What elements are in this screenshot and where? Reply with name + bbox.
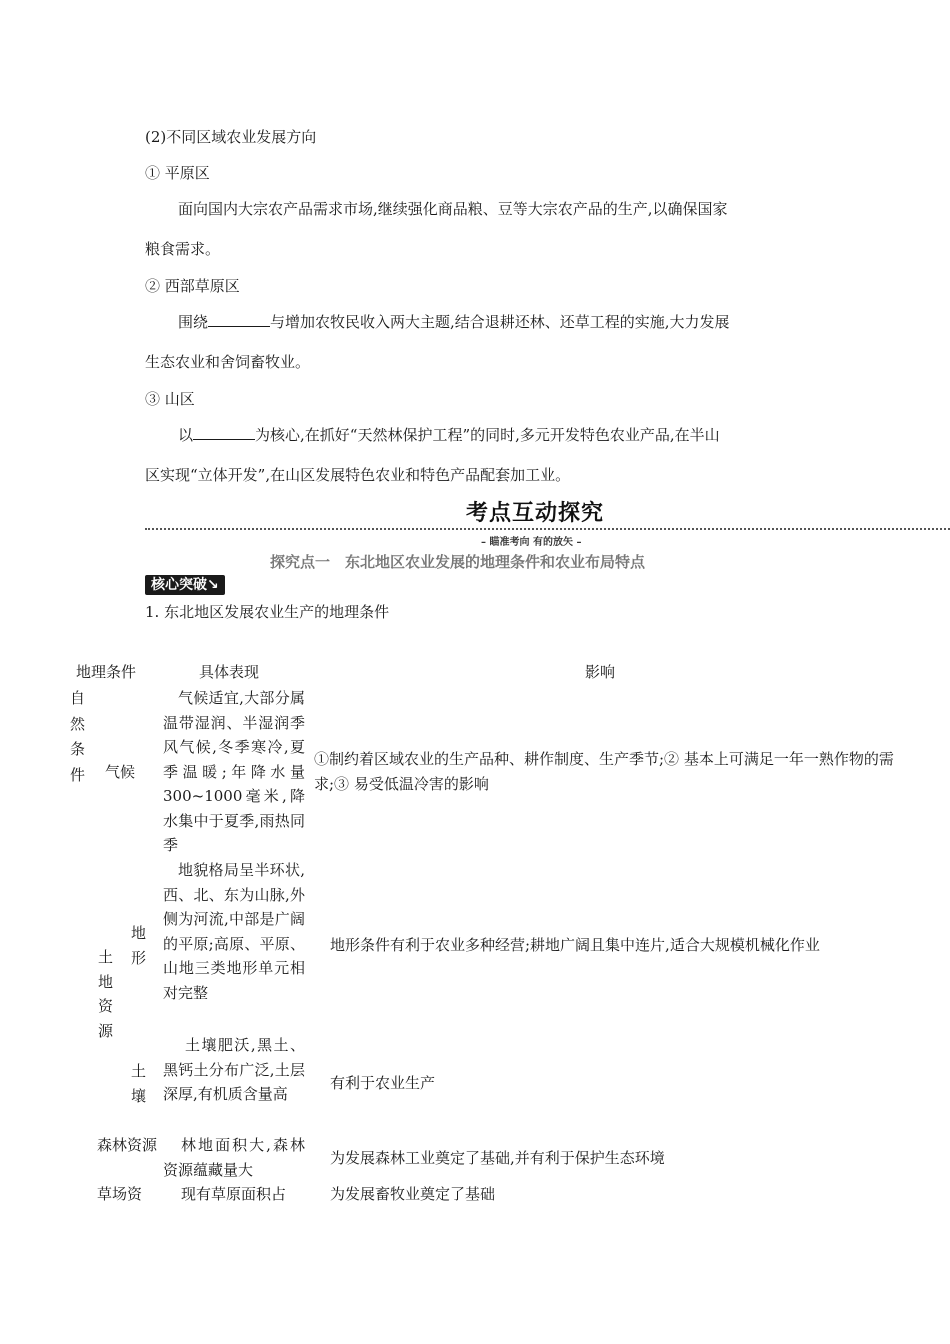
row-forest-effect: 为发展森林工业奠定了基础,并有利于保护生态环境 [330, 1149, 665, 1167]
grassland-line-1-pre: 围绕 [178, 313, 209, 331]
subsection-heading: (2)不同区域农业发展方向 [145, 128, 317, 146]
plain-area-line-1: 面向国内大宗农产品需求市场,继续强化商品粮、豆等大宗农产品的生产,以确保国家 [178, 200, 728, 218]
land-resources-group: 土地资源 [98, 948, 114, 1040]
row-soil-desc: 土壤肥沃,黑土、黑钙土分布广泛,土层深厚,有机质含量高 [163, 1036, 305, 1103]
mountain-line-1 [178, 425, 720, 445]
row-climate-label: 气候 [105, 763, 136, 781]
natural-conditions-group: 自然条件 [70, 689, 86, 784]
header-effect: 影响 [585, 663, 616, 681]
row-soil-label: 土壤 [131, 1062, 147, 1105]
inquiry-point-title: 探究点一 东北地区农业发展的地理条件和农业布局特点 [270, 553, 646, 571]
grassland-line-2: 生态农业和舍饲畜牧业。 [145, 353, 311, 371]
row-terrain-desc: 地貌格局呈半环状,西、北、东为山脉,外侧为河流,中部是广阔的平原;高原、平原、山地三类地形单元相对完整 [163, 861, 305, 1002]
grassland-line-1-post: 与增加农牧民收入两大主题,结合退耕还林、还草工程的实施,大力发展 [270, 313, 730, 331]
section-title: 考点互动探究 [466, 501, 605, 526]
section-subtitle: – 瞄准考向 有的放矢 – [481, 537, 582, 548]
mountain-line-1-pre: 以 [178, 426, 194, 444]
mountain-line-1-post: 为核心,在抓好“天然林保护工程”的同时,多元开发特色农业产品,在半山 [255, 426, 720, 444]
row-forest-label: 森林资源 [97, 1136, 158, 1154]
core-breakthrough-badge: 核心突破↘ [145, 575, 225, 595]
row-grass-label: 草场资 [97, 1185, 143, 1203]
row-terrain-label: 地形 [131, 924, 147, 967]
fill-blank-2[interactable] [193, 425, 255, 440]
item-title: 1. 东北地区发展农业生产的地理条件 [145, 603, 390, 621]
row-climate-effect: ①制约着区域农业的生产品种、耕作制度、生产季节;② 基本上可满足一年一熟作物的需求;③ 易受低温冷害的影响 [314, 750, 894, 793]
grassland-label: ② 西部草原区 [145, 277, 240, 295]
mountain-line-2: 区实现“立体开发”,在山区发展特色农业和特色产品配套加工业。 [145, 466, 571, 484]
fill-blank-1[interactable] [208, 312, 270, 327]
row-terrain-effect: 地形条件有利于农业多种经营;耕地广阔且集中连片,适合大规模机械化作业 [330, 936, 820, 954]
header-performance: 具体表现 [199, 663, 260, 681]
grassland-line-1 [178, 312, 730, 332]
header-condition: 地理条件 [76, 663, 137, 681]
plain-area-line-2: 粮食需求。 [145, 240, 221, 258]
row-grass-effect: 为发展畜牧业奠定了基础 [330, 1185, 496, 1203]
mountain-label: ③ 山区 [145, 390, 195, 408]
plain-area-label: ① 平原区 [145, 164, 210, 182]
row-grass-desc: 现有草原面积占 [181, 1185, 287, 1203]
section-divider [145, 528, 950, 530]
row-climate-desc: 气候适宜,大部分属温带湿润、半湿润季风气候,冬季寒冷,夏季温暖;年降水量300~1000毫米,降水集中于夏季,雨热同季 [163, 689, 305, 854]
row-forest-desc: 林地面积大,森林资源蕴藏量大 [163, 1136, 305, 1179]
row-soil-effect: 有利于农业生产 [330, 1074, 436, 1092]
